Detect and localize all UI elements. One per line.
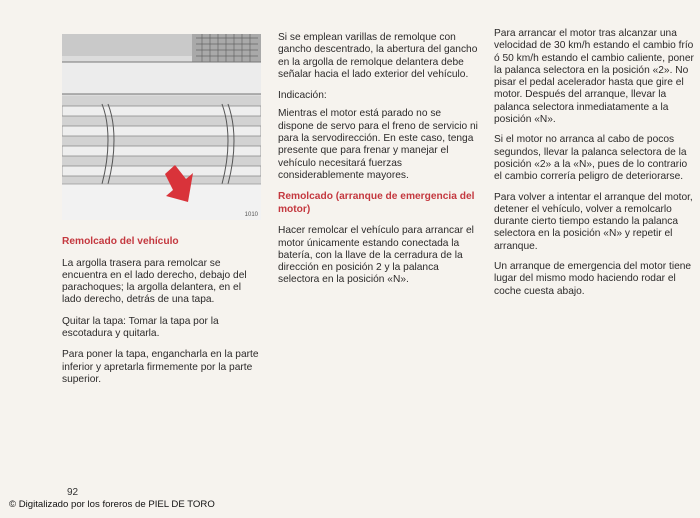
footer-credit: © Digitalizado por los foreros de PIEL DE TORO bbox=[9, 499, 215, 510]
bumper-drawing bbox=[62, 34, 261, 220]
paragraph: Hacer remolcar el vehículo para arrancar el motor únicamente estando conectada la batería, con la llave de la cerradura de la dirección en posición 2 y la palanca selectora en la posición «N». bbox=[278, 225, 474, 286]
front-bumper-illustration bbox=[62, 34, 261, 220]
column-2 bbox=[278, 32, 478, 296]
paragraph: Si el motor no arranca al cabo de pocos segundos, llevar la palanca selectora de la posición «2» a la «N», pues de lo contrario el cambio correría peligro de deteriorarse. bbox=[494, 134, 688, 183]
paragraph: Para volver a intentar el arranque del motor, detener el vehículo, volver a remolcarlo durante cierto tiempo estando la palanca selectora en la posición «N» y repetir el arranque. bbox=[494, 191, 693, 252]
column-1 bbox=[62, 236, 262, 395]
paragraph: Mientras el motor está parado no se dispone de servo para el freno de servicio ni para la servodirección. En este caso, tenga presente que para frenar y manejar el vehículo necesitará fuerzas considerablemente mayores. bbox=[278, 108, 478, 181]
paragraph: Un arranque de emergencia del motor tiene lugar del mismo modo haciendo rodar el coche cuesta abajo. bbox=[494, 261, 692, 297]
paragraph: Para arrancar el motor tras alcanzar una velocidad de 30 km/h estando el cambio frío ó 50 km/h estando el cambio caliente, poner la palanca selectora en la posición «2». No pisar el pedal acelerador hasta que gire el motor. Después del arranque, llevar la palanca selectora inmediatamente a la posición «N». bbox=[494, 28, 694, 126]
page-number: 92 bbox=[67, 487, 79, 498]
section-heading-emergency-start: Remolcado (arranque de emergencia del motor) bbox=[278, 191, 475, 215]
paragraph: La argolla trasera para remolcar se encuentra en el lado derecho, debajo del parachoques; la argolla delantera, en el lado derecho, detrás de una tapa. bbox=[62, 257, 247, 306]
paragraph: Para poner la tapa, engancharla en la parte inferior y apretarla firmemente por la parte superior. bbox=[62, 349, 259, 385]
section-heading-towing: Remolcado del vehículo bbox=[62, 236, 179, 247]
column-3 bbox=[494, 28, 694, 306]
paragraph: Quitar la tapa: Tomar la tapa por la escotadura y quitarla. bbox=[62, 315, 219, 339]
figure-number: 1010 bbox=[244, 212, 258, 218]
note-label: Indicación: bbox=[278, 90, 327, 102]
paragraph: Si se emplean varillas de remolque con gancho descentrado, la abertura del gancho en la argolla de remolque delantera debe señalar hacia el lado exterior del vehículo. bbox=[278, 32, 478, 80]
